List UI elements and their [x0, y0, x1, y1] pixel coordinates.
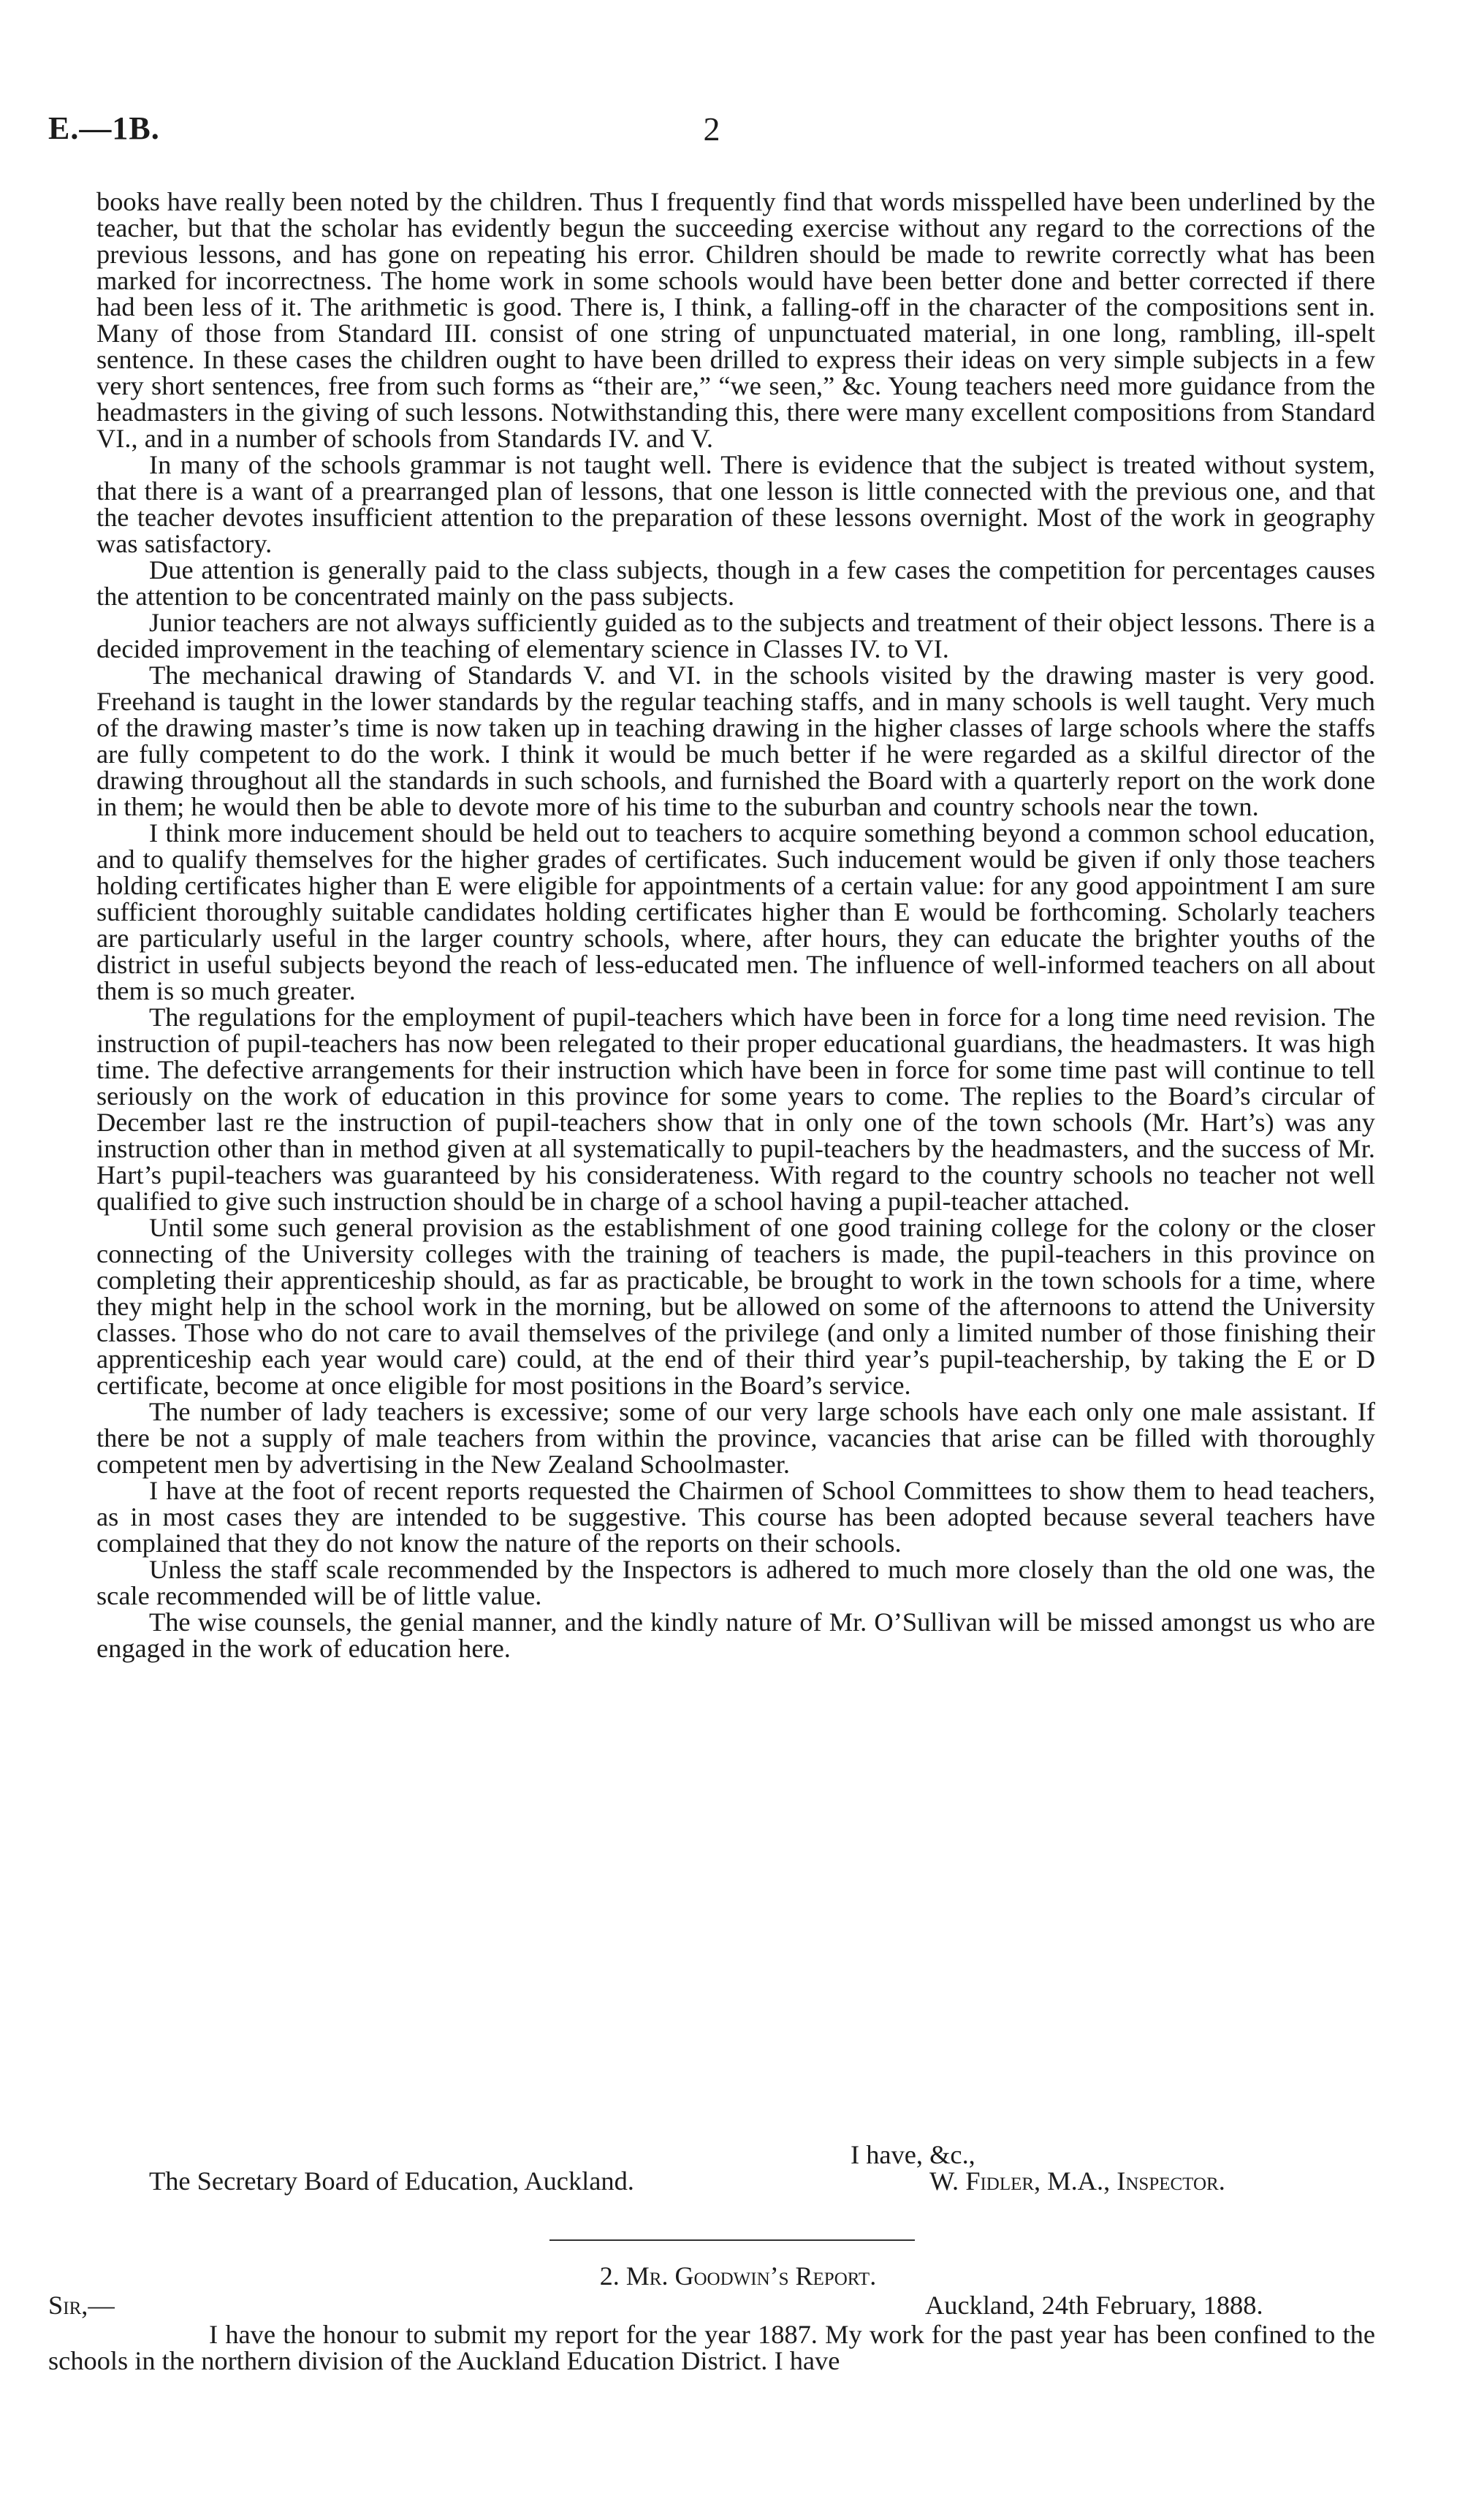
paragraph: Junior teachers are not always sufficiently guided as to the subjects and treatment of their object lessons. There is a decided improvement in the teaching of elementary science in Classes IV. to VI.	[96, 608, 1375, 663]
document-reference: E.—1B.	[48, 110, 160, 146]
section-divider	[549, 2239, 915, 2241]
inspector-signature: W. Fidler, M.A., Inspector.	[929, 2166, 1225, 2196]
paragraph: The wise counsels, the genial manner, and the kindly nature of Mr. O’Sullivan will be missed amongst us who are engaged in the work of education here.	[96, 1607, 1375, 1663]
paragraph: I have at the foot of recent reports requested the Chairmen of School Committees to show them to head teachers, as in most cases they are intended to be suggestive. This course has been adopted because several teachers have complained that they do not know the nature of the reports on their schools.	[96, 1476, 1375, 1558]
place-date: Auckland, 24th February, 1888.	[925, 2291, 1263, 2320]
page-number: 2	[703, 110, 720, 148]
paragraph: books have really been noted by the children. Thus I frequently find that words misspelled have been underlined by the teacher, but that the scholar has evidently begun the succeeding exercise without any regard to the corrections of the previous lessons, and has gone on repeating his error. Children should be made to rewrite correctly what has been marked for incorrectness. The home work in some schools would have been better done and better corrected if there had been less of it. The arithmetic is good. There is, I think, a falling-off in the character of the compositions sent in. Many of those from Standard III. consist of one string of unpunctuated material, in one long, rambling, ill-spelt sentence. In these cases the children ought to have been drilled to express their ideas on very simple subjects in a few very short sentences, free from such forms as “their are,” “we seen,” &c. Young teachers need more guidance from the headmasters in the giving of such lessons. Notwithstanding this, there were many excellent compositions from Standard VI., and in a number of schools from Standards IV. and V.	[96, 187, 1375, 453]
report-body	[96, 189, 1375, 1661]
paragraph: Unless the staff scale recommended by the Inspectors is adhered to much more closely than the old one was, the scale recommended will be of little value.	[96, 1555, 1375, 1610]
addressee: The Secretary Board of Education, Auckland.	[149, 2166, 634, 2196]
paragraph: The regulations for the employment of pupil-teachers which have been in force for a long time need revision. The instruction of pupil-teachers has now been relegated to their proper educational guardians, the headmasters. It was high time. The defective arrangements for their instruction which have been in force for some time past will continue to tell seriously on the work of education in this province for some years to come. The replies to the Board’s circular of December last re the instruction of pupil-teachers show that in only one of the town schools (Mr. Hart’s) was any instruction other than in method given at all systematically to pupil-teachers by the headmasters, and the success of Mr. Hart’s pupil-teachers was guaranteed by his considerateness. With regard to the country schools no teacher not well qualified to give such instruction should be in charge of a school having a pupil-teacher attached.	[96, 1002, 1375, 1216]
paragraph: I have the honour to submit my report for the year 1887. My work for the past year has been confined to the schools in the northern division of the Auckland Education District. I have	[48, 2320, 1375, 2375]
paragraph: In many of the schools grammar is not taught well. There is evidence that the subject is treated without system, that there is a want of a prearranged plan of lessons, that one lesson is little connected with the previous one, and that the teacher devotes insufficient attention to the preparation of these lessons overnight. Most of the work in geography was satisfactory.	[96, 450, 1375, 558]
section-title: 2. Mr. Goodwin’s Report.	[599, 2261, 877, 2291]
salutation: Sir,—	[48, 2291, 115, 2320]
signature-row	[96, 2168, 1375, 2197]
paragraph: Until some such general provision as the establishment of one good training college for the colony or the closer connecting of the University colleges with the training of teachers is made, the pupil-teachers in this province on completing their apprenticeship should, as far as practicable, be brought to work in the town schools for a time, where they might help in the school work in the morning, but be allowed on some of the afternoons to attend the University classes. Those who do not care to avail themselves of the privilege (and only a limited number of those finishing their apprenticeship each year would care) could, at the end of their third year’s pupil-teachership, by taking the E or D certificate, become at once eligible for most positions in the Board’s service.	[96, 1213, 1375, 1400]
page-header	[48, 110, 1375, 153]
paragraph: The mechanical drawing of Standards V. and VI. in the schools visited by the drawing master is very good. Freehand is taught in the lower standards by the regular teaching staffs, and in many schools is well taught. Very much of the drawing master’s time is now taken up in teaching drawing in the higher classes of large schools where the staffs are fully competent to do the work. I think it would be much better if he were regarded as a skilful director of the drawing throughout all the standards in such schools, and furnished the Board with a quarterly report on the work done in them; he would then be able to devote more of his time to the suburban and country schools near the town.	[96, 661, 1375, 821]
paragraph: I think more inducement should be held out to teachers to acquire something beyond a common school education, and to qualify themselves for the higher grades of certificates. Such inducement would be given if only those teachers holding certificates higher than E were eligible for appointments of a certain value: for any good appointment I am sure sufficient thoroughly suitable candidates holding certificates higher than E would be forthcoming. Scholarly teachers are particularly useful in the larger country schools, where, after hours, they can educate the brighter youths of the district in useful subjects beyond the reach of less-educated men. The influence of well-informed teachers on all about them is so much greater.	[96, 818, 1375, 1005]
report-opening	[48, 2321, 1375, 2374]
paragraph: The number of lady teachers is excessive; some of our very large schools have each only one male assistant. If there be not a supply of male teachers from within the province, vacancies that arise can be filled with thoroughly competent men by advertising in the New Zealand Schoolmaster.	[96, 1397, 1375, 1479]
paragraph: Due attention is generally paid to the class subjects, though in a few cases the competition for percentages causes the attention to be concentrated mainly on the pass subjects.	[96, 555, 1375, 611]
i-have-text: I have, &c.,	[851, 2140, 975, 2169]
salutation-row	[48, 2292, 1375, 2320]
